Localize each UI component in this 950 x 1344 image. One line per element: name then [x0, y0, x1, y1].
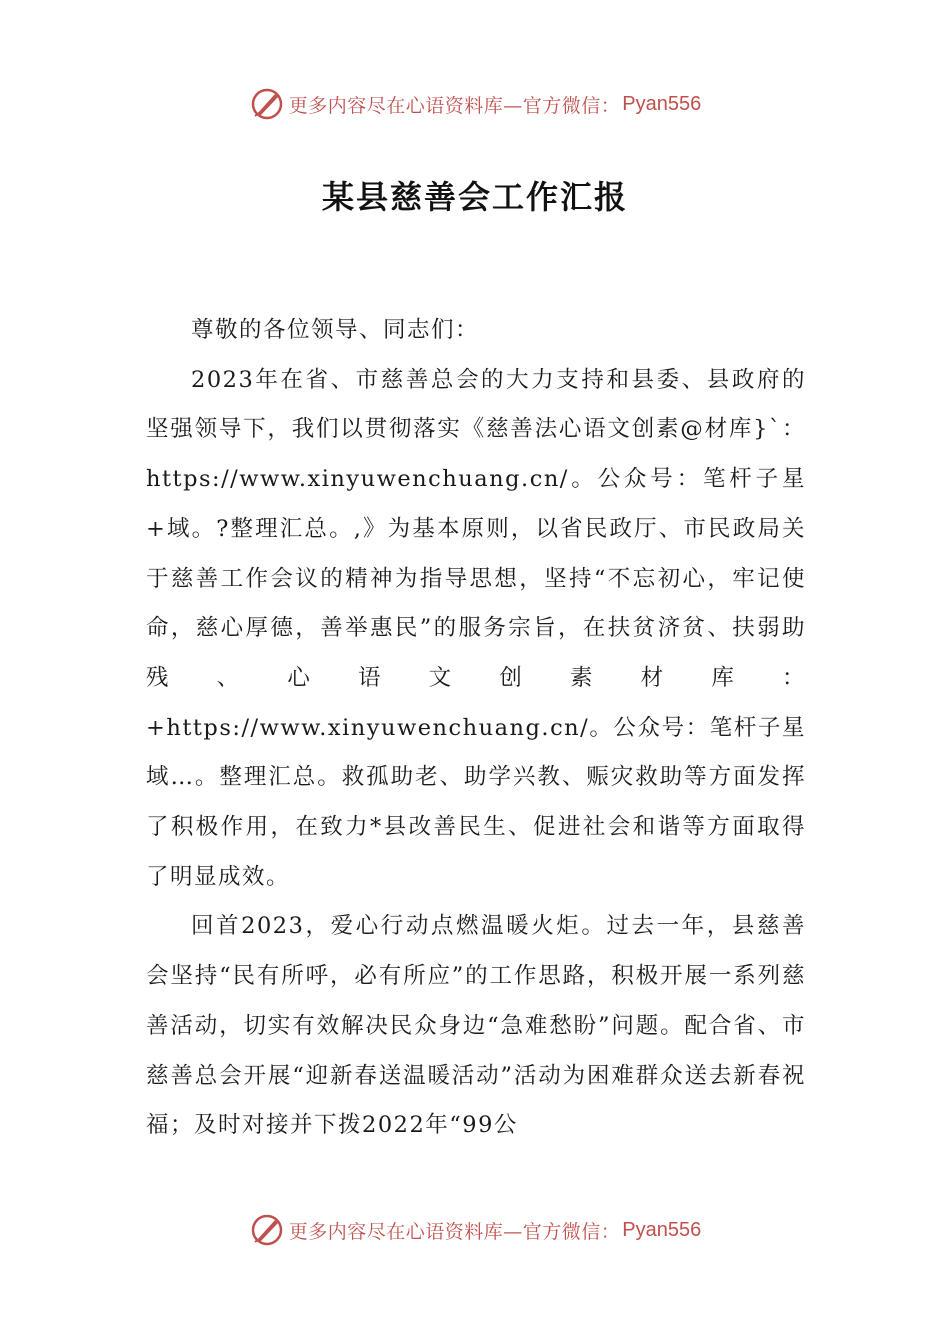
banner-text: 更多内容尽在心语资料库—官方微信：	[288, 1220, 621, 1243]
banner-wechat-id: Pyan556	[622, 1218, 702, 1241]
document-body	[146, 306, 806, 1151]
paragraph: 2023年在省、市慈善总会的大力支持和县委、县政府的坚强领导下，我们以贯彻落实《慈善法心语文创素@材库}`：https://www.xinyuwenchuang.cn/。公众号：笔杆子星+域。?整理汇总。,》为基本原则，以省民政厅、市民政局关于慈善工作会议的精神为指导思想，坚持“不忘初心，牢记使命，慈心厚德，善举惠民”的服务宗旨，在扶贫济贫、扶弱助残、心语文创素材库：+https://www.xinyuwenchuang.cn/。公众号：笔杆子星域…。整理汇总。救孤助老、助学兴教、赈灾救助等方面发挥了积极作用，在致力*县改善民生、促进社会和谐等方面取得了明显成效。	[146, 366, 806, 890]
quill-logo-icon	[249, 86, 285, 122]
banner-wechat-id: Pyan556	[622, 92, 702, 115]
banner-text: 更多内容尽在心语资料库—官方微信：	[288, 94, 621, 117]
greeting: 尊敬的各位领导、同志们：	[191, 317, 480, 343]
paragraph: 回首2023，爱心行动点燃温暖火炬。过去一年，县慈善会坚持“民有所呼，必有所应”的工作思路，积极开展一系列慈善活动，切实有效解决民众身边“急难愁盼”问题。配合省、市慈善总会开展“迎新春送温暖活动”活动为困难群众送去新春祝福；及时对接并下拨2022年“99公	[146, 913, 806, 1139]
quill-logo-icon	[249, 1212, 285, 1248]
page-title: 某县慈善会工作汇报	[321, 178, 628, 216]
header-banner	[0, 82, 950, 126]
footer-banner	[0, 1208, 950, 1252]
